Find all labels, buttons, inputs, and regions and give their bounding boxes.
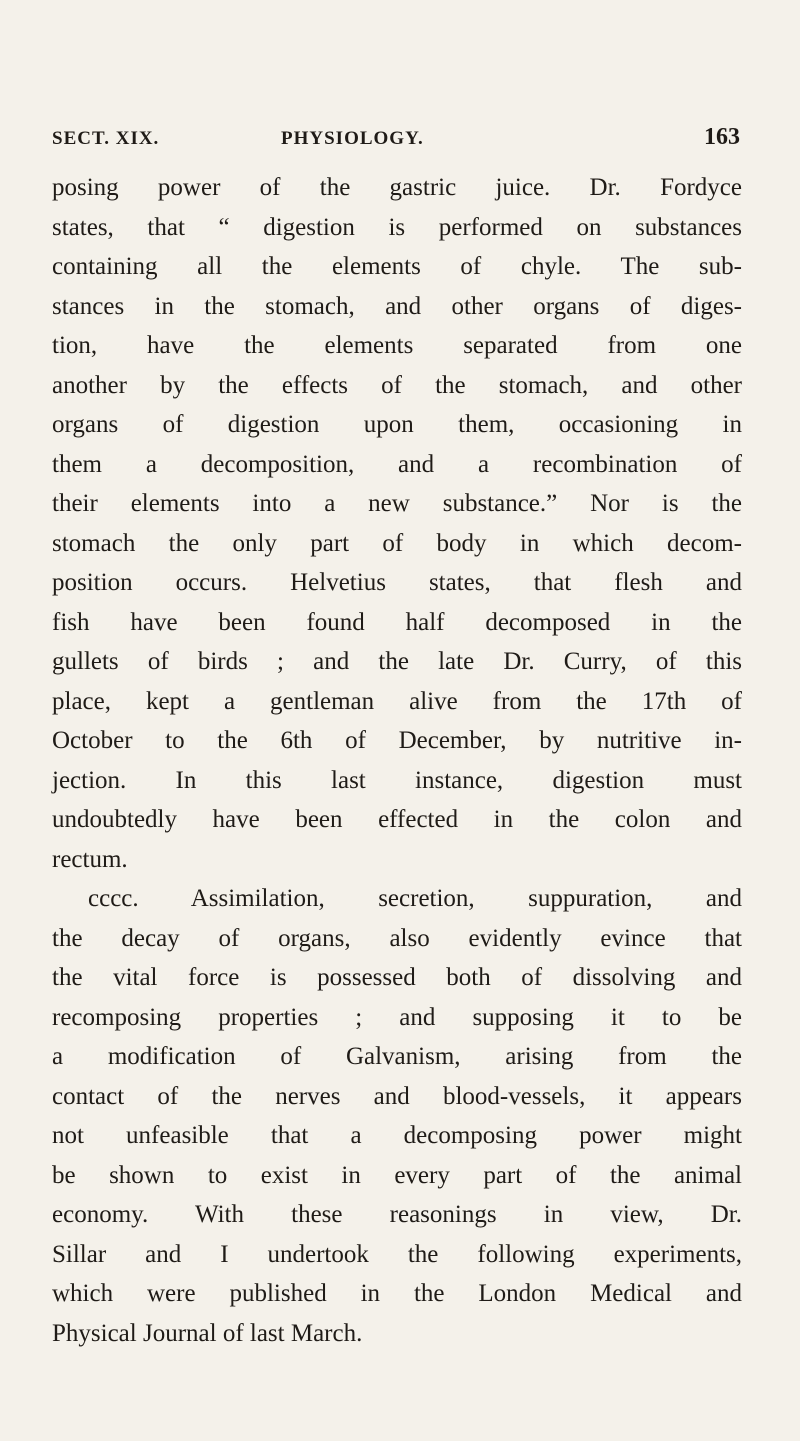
text-line: October to the 6th of December, by nutritive in- [52,727,742,754]
text-line: place, kept a gentleman alive from the 17th of [52,687,742,715]
text-line: be shown to exist in every part of the animal [52,1161,742,1189]
text-line: tion, have the elements separated from one [52,332,742,359]
text-line: containing all the elements of chyle. The sub- [52,253,742,280]
section-label: SECT. XIX. [52,128,160,149]
text-line: states, that “ digestion is performed on substances [52,213,742,241]
text-line: economy. With these reasonings in view, Dr. [52,1201,742,1228]
text-line: Physical Journal of last March. [52,1319,363,1347]
text-line: the vital force is possessed both of dissolving and [52,964,742,991]
text-line: gullets of birds ; and the late Dr. Curry, of this [52,648,742,675]
text-line: undoubtedly have been effected in the colon and [52,806,742,833]
text-line: rectum. [52,845,128,873]
running-header [52,124,740,154]
text-line: posing power of the gastric juice. Dr. Fordyce [52,174,742,201]
text-line: jection. In this last instance, digestion must [52,766,742,794]
text-line: recomposing properties ; and supposing it to be [52,1003,742,1031]
text-line: stances in the stomach, and other organs of diges- [52,292,742,320]
text-line: which were published in the London Medical and [52,1280,742,1307]
text-line: stomach the only part of body in which decom- [52,529,742,557]
text-line: the decay of organs, also evidently evince that [52,924,742,952]
body-text [52,168,742,1353]
text-line: a modification of Galvanism, arising from the [52,1043,742,1070]
text-line: position occurs. Helvetius states, that flesh and [52,569,742,596]
page-number: 163 [704,124,740,150]
text-line: their elements into a new substance.” Nor is the [52,490,742,517]
text-line: not unfeasible that a decomposing power might [52,1122,742,1149]
text-line: fish have been found half decomposed in the [52,608,742,636]
text-line: Sillar and I undertook the following experiments, [52,1240,742,1268]
text-line: them a decomposition, and a recombination of [52,450,742,478]
text-line: another by the effects of the stomach, and other [52,371,742,399]
text-line: organs of digestion upon them, occasioning in [52,411,742,438]
text-line: contact of the nerves and blood-vessels, it appears [52,1082,742,1110]
paragraph-start-line: cccc. Assimilation, secretion, suppuration, and [88,885,742,912]
running-title: PHYSIOLOGY. [281,128,424,149]
